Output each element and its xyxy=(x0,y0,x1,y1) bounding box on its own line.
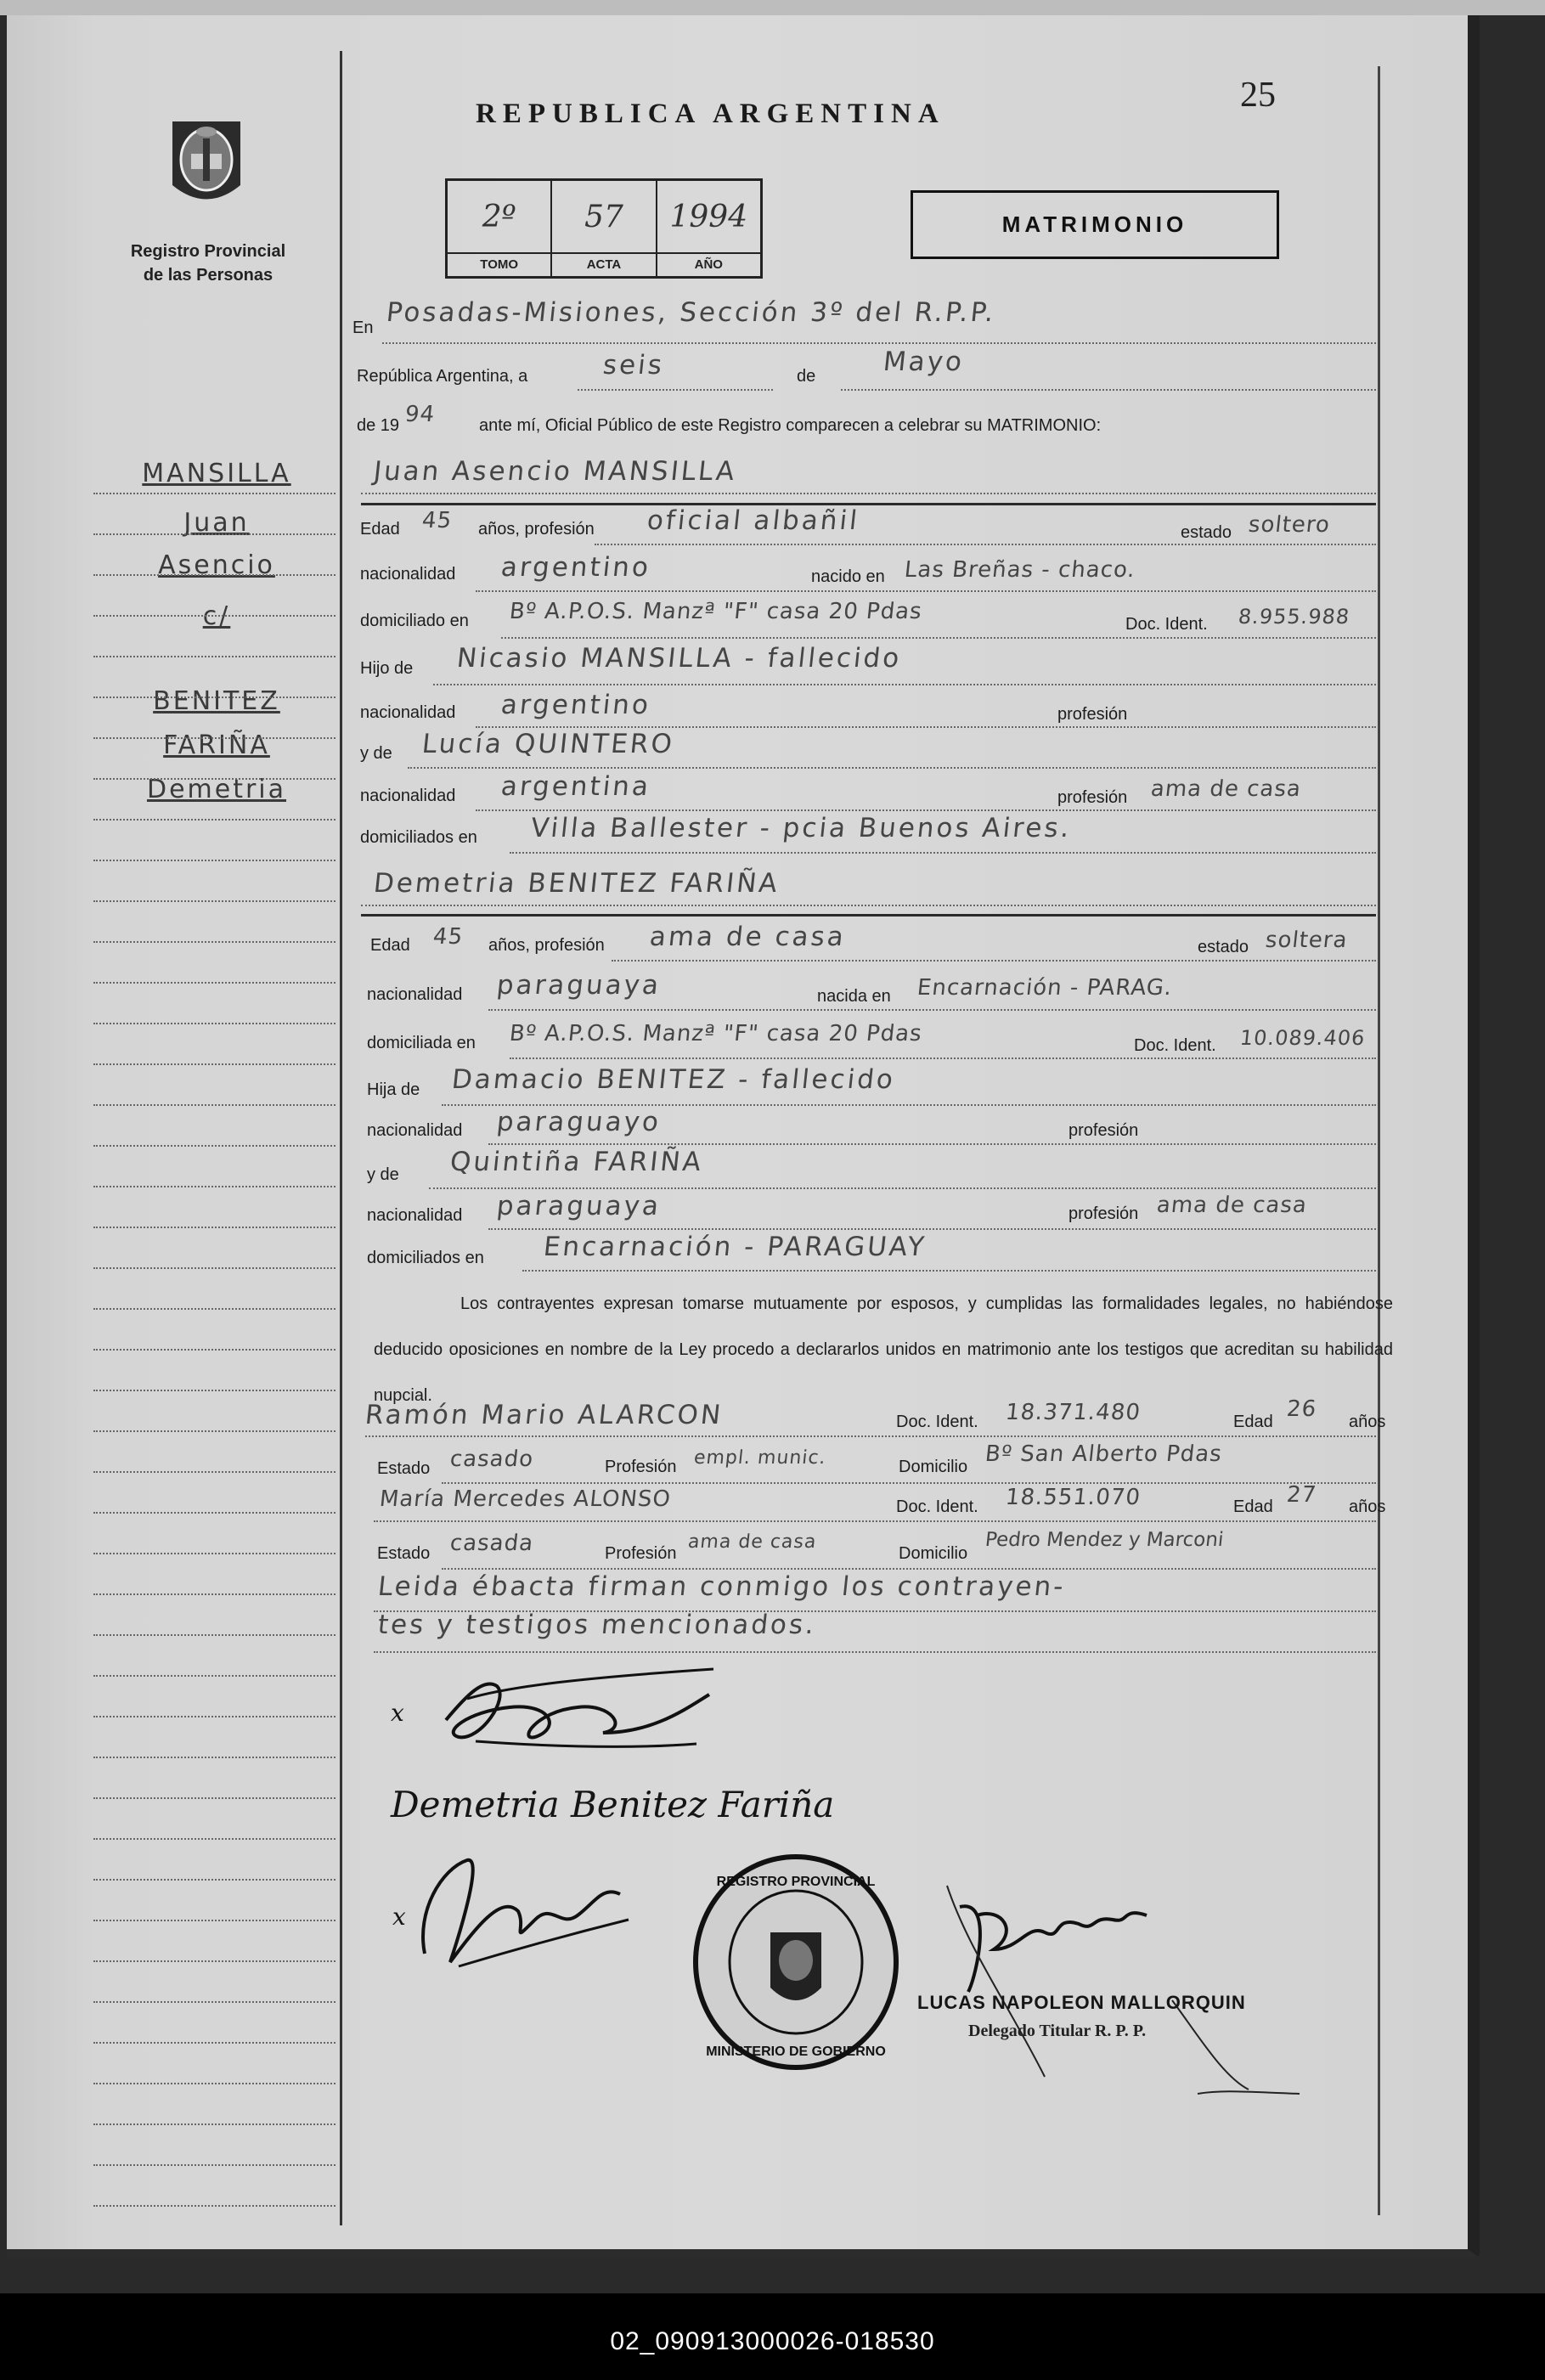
groom-madre-prof-label: profesión xyxy=(1057,788,1128,807)
margin-ruled-line xyxy=(93,860,336,861)
groom-padre-nac-label: nacionalidad xyxy=(360,703,456,722)
groom-padre-nacionalidad: argentino xyxy=(499,690,652,720)
margin-ruled-line xyxy=(93,533,336,535)
margin-ruled-line xyxy=(93,2205,336,2207)
acta-cell xyxy=(552,181,657,276)
margin-rule xyxy=(340,51,342,2225)
margin-note-con: c/ xyxy=(202,601,231,631)
bride-padres-dom-label: domiciliados en xyxy=(367,1249,484,1267)
witness2-estado-label: Estado xyxy=(377,1544,431,1563)
margin-ruled-line xyxy=(93,1920,336,1921)
groom-domicilio: Bº A.P.O.S. Manzª "F" casa 20 Pdas xyxy=(508,599,924,624)
witness1-edad-label: Edad xyxy=(1233,1413,1273,1431)
bride-domiciliada-label: domiciliada en xyxy=(367,1034,476,1052)
witness2-profesion-label: Profesión xyxy=(605,1544,677,1563)
witness1-domicilio-label: Domicilio xyxy=(899,1458,968,1476)
tomo-cell xyxy=(448,181,552,276)
bride-doc-label: Doc. Ident. xyxy=(1134,1036,1216,1055)
margin-note-bride-surname: BENITEZ xyxy=(153,686,280,716)
file-code: 02_090913000026-018530 xyxy=(610,2327,935,2355)
bride-doc-ident: 10.089.406 xyxy=(1238,1026,1367,1050)
witness1-name: Ramón Mario ALARCON xyxy=(364,1400,725,1430)
month-value: Mayo xyxy=(882,347,966,377)
witness1-edad: 26 xyxy=(1285,1396,1318,1422)
witness2-estado: casada xyxy=(448,1531,535,1556)
svg-text:REGISTRO PROVINCIAL: REGISTRO PROVINCIAL xyxy=(716,1875,876,1889)
margin-ruled-line xyxy=(93,1757,336,1758)
margin-ruled-line xyxy=(93,697,336,698)
official-title: Delegado Titular R. P. P. xyxy=(968,2022,1147,2040)
margin-ruled-line xyxy=(93,1227,336,1228)
x-mark-1: x xyxy=(391,1699,404,1727)
acta-label: ACTA xyxy=(552,252,655,276)
groom-madre-nacionalidad: argentina xyxy=(499,771,652,802)
margin-ruled-line xyxy=(93,1349,336,1351)
margin-ruled-line xyxy=(93,737,336,739)
groom-edad: 45 xyxy=(420,508,454,533)
margin-ruled-line xyxy=(93,2001,336,2003)
registry-title-line2: de las Personas xyxy=(143,266,273,285)
witness-signature xyxy=(408,1835,646,1979)
witness1-anos-label: años xyxy=(1349,1413,1386,1431)
witness2-edad: 27 xyxy=(1285,1482,1318,1508)
margin-note-name: Juan xyxy=(183,508,250,538)
margin-ruled-line xyxy=(93,1145,336,1147)
groom-padre: Nicasio MANSILLA - fallecido xyxy=(455,643,904,674)
place-value: Posadas-Misiones, Sección 3º del R.P.P. xyxy=(385,297,998,328)
bride-padres-domicilio: Encarnación - PARAGUAY xyxy=(542,1232,928,1262)
page-edge xyxy=(0,0,1545,15)
document-type-box: MATRIMONIO xyxy=(911,190,1279,259)
margin-ruled-line xyxy=(93,656,336,657)
margin-ruled-line xyxy=(93,493,336,494)
de-label: de xyxy=(797,367,816,386)
margin-ruled-line xyxy=(93,1471,336,1473)
margin-ruled-line xyxy=(93,941,336,943)
margin-note-surname: MANSILLA xyxy=(142,459,291,488)
bride-padre-prof-label: profesión xyxy=(1069,1121,1139,1140)
year-suffix: 94 xyxy=(403,402,437,427)
witness1-estado: casado xyxy=(448,1447,535,1472)
groom-domiciliado-label: domiciliado en xyxy=(360,612,469,630)
witness2-edad-label: Edad xyxy=(1233,1497,1273,1516)
day-value: seis xyxy=(601,350,666,381)
bride-nacionalidad-label: nacionalidad xyxy=(367,985,463,1004)
bride-estado-label: estado xyxy=(1198,938,1249,956)
groom-madre: Lucía QUINTERO xyxy=(420,729,676,759)
margin-ruled-line xyxy=(93,1104,336,1106)
margin-ruled-line xyxy=(93,2164,336,2166)
acta-value: 57 xyxy=(584,199,623,234)
margin-ruled-line xyxy=(93,1308,336,1310)
witness2-doc-ident: 18.551.070 xyxy=(1004,1485,1142,1510)
groom-nacionalidad-label: nacionalidad xyxy=(360,565,456,584)
tomo-label: TOMO xyxy=(448,252,550,276)
margin-ruled-line xyxy=(93,1879,336,1881)
margin-ruled-line xyxy=(93,615,336,617)
bride-signature: Demetria Benitez Fariña xyxy=(391,1784,835,1825)
closing-line-1: Leida ébacta firman conmigo los contrayen- xyxy=(376,1571,1068,1602)
margin-ruled-line xyxy=(93,900,336,902)
bride-full-name: Demetria BENITEZ FARIÑA xyxy=(372,868,781,899)
groom-padre-prof-label: profesión xyxy=(1057,705,1128,724)
margin-ruled-line xyxy=(93,1838,336,1840)
ano-cell xyxy=(657,181,760,276)
witness2-doc-label: Doc. Ident. xyxy=(896,1497,978,1516)
witness2-name: María Mercedes ALONSO xyxy=(378,1486,673,1512)
margin-ruled-line xyxy=(93,1186,336,1187)
bride-madre: Quintiña FARIÑA xyxy=(448,1147,705,1177)
bride-padre: Damacio BENITEZ - fallecido xyxy=(450,1064,897,1095)
country-heading: REPUBLICA ARGENTINA xyxy=(476,99,945,129)
x-mark-2: x xyxy=(392,1903,406,1931)
bride-nacionalidad: paraguaya xyxy=(495,970,663,1001)
margin-ruled-line xyxy=(93,982,336,984)
registry-crest-icon xyxy=(155,113,257,215)
groom-full-name: Juan Asencio MANSILLA xyxy=(372,456,739,487)
page-number: 25 xyxy=(1240,76,1276,115)
margin-ruled-line xyxy=(93,2042,336,2044)
margin-note-name2: Asencio xyxy=(158,550,275,580)
margin-note-bride-surname2: FARIÑA xyxy=(163,730,270,760)
groom-doc-label: Doc. Ident. xyxy=(1125,615,1208,634)
margin-ruled-line xyxy=(93,1430,336,1432)
bride-padre-nacionalidad: paraguayo xyxy=(495,1107,663,1137)
year-prefix: de 19 xyxy=(357,416,400,435)
tomo-value: 2º xyxy=(482,199,516,234)
witness2-domicilio-label: Domicilio xyxy=(899,1544,968,1563)
bride-edad: 45 xyxy=(431,924,465,950)
bride-madre-nac-label: nacionalidad xyxy=(367,1206,463,1225)
bride-padre-nac-label: nacionalidad xyxy=(367,1121,463,1140)
bride-edad-label: Edad xyxy=(370,936,410,955)
groom-estado-label: estado xyxy=(1181,523,1232,542)
republica-label: República Argentina, a xyxy=(357,367,528,386)
right-rule xyxy=(1378,66,1380,2215)
groom-signature xyxy=(433,1661,722,1762)
svg-text:MINISTERIO DE GOBIERNO: MINISTERIO DE GOBIERNO xyxy=(706,2044,886,2059)
margin-ruled-line xyxy=(93,574,336,576)
bride-hija-label: Hija de xyxy=(367,1080,420,1099)
official-name: LUCAS NAPOLEON MALLORQUIN xyxy=(917,1992,1246,2013)
groom-nacionalidad: argentino xyxy=(499,552,652,583)
bride-nacida-en: Encarnación - PARAG. xyxy=(916,975,1174,1001)
margin-ruled-line xyxy=(93,1023,336,1024)
margin-ruled-line xyxy=(93,1593,336,1595)
margin-ruled-line xyxy=(93,1553,336,1554)
margin-ruled-line xyxy=(93,1716,336,1717)
official-seal-icon xyxy=(690,1852,902,2073)
bride-nacida-label: nacida en xyxy=(817,987,891,1006)
groom-estado: soltero xyxy=(1247,512,1332,538)
margin-ruled-line xyxy=(93,1267,336,1269)
witness2-domicilio: Pedro Mendez y Marconi xyxy=(984,1529,1225,1551)
margin-ruled-line xyxy=(93,1675,336,1677)
witness1-doc-ident: 18.371.480 xyxy=(1004,1400,1142,1425)
ano-value: 1994 xyxy=(669,199,748,234)
margin-ruled-line xyxy=(93,1063,336,1065)
margin-ruled-line xyxy=(93,819,336,821)
groom-nacido-label: nacido en xyxy=(811,567,885,586)
witness2-anos-label: años xyxy=(1349,1497,1386,1516)
bride-madre-prof-label: profesión xyxy=(1069,1204,1139,1223)
witness1-profesion-label: Profesión xyxy=(605,1458,677,1476)
witness2-profesion: ama de casa xyxy=(686,1531,818,1553)
declaration-text: Los contrayentes expresan tomarse mutuamente por esposos, y cumplidas las formalidades legales, no habiéndose deducido oposiciones en nombre de la Ley procedo a declararlos unidos en matrimonio ante los testigos que acreditan su habilidad nupcial. xyxy=(374,1294,1393,1405)
groom-madre-profesion: ama de casa xyxy=(1149,776,1303,802)
groom-hijo-label: Hijo de xyxy=(360,659,414,678)
groom-padres-dom-label: domiciliados en xyxy=(360,828,477,847)
groom-nacido-en: Las Breñas - chaco. xyxy=(903,557,1137,583)
groom-padres-domicilio: Villa Ballester - pcia Buenos Aires. xyxy=(529,813,1074,843)
oficial-text: ante mí, Oficial Público de este Registro comparecen a celebrar su MATRIMONIO: xyxy=(479,416,1102,435)
closing-line-2: tes y testigos mencionados. xyxy=(376,1610,818,1640)
margin-ruled-line xyxy=(93,1797,336,1799)
registry-title-line1: Registro Provincial xyxy=(130,242,286,261)
groom-doc-ident: 8.955.988 xyxy=(1237,605,1351,629)
groom-profesion: oficial albañil xyxy=(646,505,861,536)
margin-ruled-line xyxy=(93,2123,336,2125)
bride-domicilio: Bº A.P.O.S. Manzª "F" casa 20 Pdas xyxy=(508,1021,924,1046)
margin-note-bride-name: Demetria xyxy=(146,775,287,804)
bride-estado: soltera xyxy=(1264,928,1350,953)
margin-ruled-line xyxy=(93,1960,336,1962)
acta-reference-box xyxy=(445,178,763,279)
margin-ruled-line xyxy=(93,1634,336,1636)
bride-madre-profesion: ama de casa xyxy=(1155,1193,1309,1218)
margin-ruled-line xyxy=(93,778,336,780)
bride-profesion-label: años, profesión xyxy=(488,936,605,955)
en-label: En xyxy=(352,319,374,337)
bride-madre-nacionalidad: paraguaya xyxy=(495,1191,663,1221)
witness1-profesion: empl. munic. xyxy=(692,1447,827,1469)
margin-ruled-line xyxy=(93,1512,336,1514)
ano-label: AÑO xyxy=(657,252,760,276)
groom-y-de-label: y de xyxy=(360,744,392,763)
witness1-doc-label: Doc. Ident. xyxy=(896,1413,978,1431)
margin-ruled-line xyxy=(93,2083,336,2084)
bride-y-de-label: y de xyxy=(367,1165,399,1184)
margin-ruled-line xyxy=(93,1390,336,1391)
witness1-estado-label: Estado xyxy=(377,1459,431,1478)
groom-madre-nac-label: nacionalidad xyxy=(360,787,456,805)
witness1-domicilio: Bº San Alberto Pdas xyxy=(984,1441,1224,1467)
bride-profesion: ama de casa xyxy=(648,922,848,952)
groom-edad-label: Edad xyxy=(360,520,400,539)
groom-profesion-label: años, profesión xyxy=(478,520,595,539)
